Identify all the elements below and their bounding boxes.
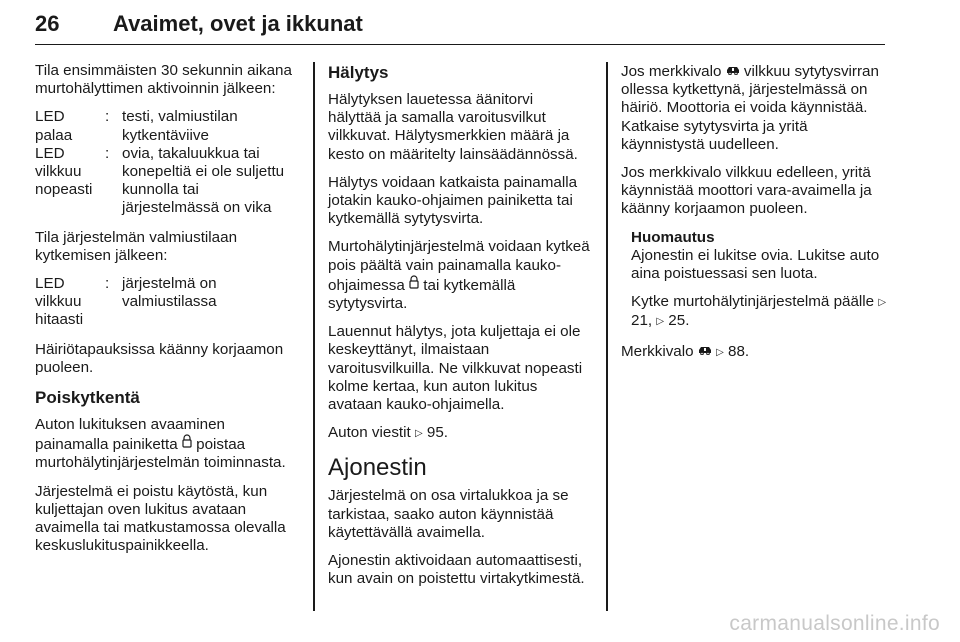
paragraph (35, 416, 297, 473)
paragraph (621, 62, 887, 154)
page-reference-link[interactable]: 21, (631, 312, 653, 330)
column-divider (313, 62, 315, 611)
page-reference-link[interactable]: 95. (426, 424, 449, 442)
column-3 (621, 62, 887, 372)
car-key-icon (698, 342, 712, 360)
page-header (35, 8, 885, 45)
note-heading: Huomautus (631, 228, 715, 246)
paragraph: Häiriötapauksissa käänny korjaamon puoleen. (35, 340, 284, 376)
led-state: LED vilkkuu hitaasti (35, 275, 84, 329)
column-1 (35, 62, 297, 565)
text: poistaa murtohälytinjärjestelmän toiminnasta. (35, 436, 286, 472)
paragraph: Tila järjestelmän valmiustilaan kytkemisen jälkeen: (35, 228, 238, 264)
text: Murtohälytinjärjestelmä voidaan kytkeä pois päältä vain painamalla kauko-ohjaimessa (328, 238, 590, 294)
arrow-right-icon: ▷ (716, 346, 724, 358)
separator: : (105, 275, 110, 293)
table-row (35, 275, 297, 330)
car-key-icon (726, 62, 740, 80)
section-heading-poiskytkenta: Poiskytkentä (35, 388, 140, 408)
page-reference-link[interactable]: 25. (668, 312, 690, 330)
column-2 (328, 62, 590, 598)
led-meaning: järjestelmä on valmiustilassa (122, 275, 217, 311)
page-reference-link[interactable]: 88. (728, 342, 750, 360)
table-row (35, 145, 297, 218)
led-meaning: ovia, takaluukkua tai konepeltiä ei ole suljettu kunnolla tai järjestelmässä on vika (122, 144, 285, 217)
chapter-title: Avaimet, ovet ja ikkunat (113, 11, 363, 36)
lock-icon (409, 275, 419, 294)
text: Merkkivalo (621, 342, 694, 360)
paragraph (328, 238, 590, 313)
text: Auton viestit (328, 424, 411, 442)
paragraph: Järjestelmä ei poistu käytöstä, kun kuljettajan oven lukitus avataan avaimella tai matkustamossa olevalla keskuslukituspainikkeella. (35, 482, 286, 555)
paragraph (621, 342, 887, 362)
paragraph (328, 424, 590, 443)
led-state: LED vilkkuu nopeasti (35, 144, 93, 199)
section-heading-ajonestin: Ajonestin (328, 454, 427, 482)
paragraph: Jos merkkivalo vilkkuu edelleen, yritä käynnistää moottori vara-avaimella ja käänny korjaamon puoleen. (621, 164, 872, 218)
section-heading-halytys: Hälytys (328, 63, 389, 82)
arrow-right-icon: ▷ (656, 316, 665, 328)
paragraph: Ajonestin aktivoidaan automaattisesti, kun avain on poistettu virtakytkimestä. (328, 552, 585, 588)
paragraph (631, 293, 887, 331)
intro-paragraph: Tila ensimmäisten 30 sekunnin aikana murtohälyttimen aktivoinnin jälkeen: (35, 62, 292, 98)
paragraph: Järjestelmä on osa virtalukkoa ja se tarkistaa, saako auton käynnistää käytettävällä avaimella. (328, 487, 569, 541)
text: Jos merkkivalo (621, 63, 722, 80)
text: tai kytkemällä sytytysvirta. (328, 276, 516, 313)
lock-icon (182, 434, 192, 453)
page-number: 26 (35, 11, 60, 36)
paragraph: Hälytyksen lauetessa äänitorvi hälyttää ja samalla varoitusvilkut vilkkuvat. Hälytysmerkkien määrä ja kesto on määritelty lainsäädännössä. (328, 91, 578, 163)
table-row (35, 108, 297, 144)
paragraph: Ajonestin ei lukitse ovia. Lukitse auto aina poistuessasi sen luota. (631, 246, 880, 283)
paragraph: Lauennut hälytys, jota kuljettaja ei ole keskeyttänyt, ilmaistaan varoitusvilkuilla. Ne vilkkuvat nopeasti kolme kertaa, kun auton lukitus avataan kauko-ohjaimella. (328, 323, 583, 414)
led-meaning: testi, valmiustilan kytkentäviive (122, 108, 238, 144)
arrow-right-icon: ▷ (414, 428, 423, 440)
led-status-table-1 (35, 108, 297, 217)
separator: : (105, 108, 110, 126)
column-divider (606, 62, 608, 611)
text: Kytke murtohälytinjärjestelmä päälle (631, 293, 875, 311)
watermark: carmanualsonline.info (729, 612, 940, 635)
text: vilkkuu sytytysvirran ollessa kytkettynä, järjestelmässä on häiriö. Moottoria ei voida käynnistää. Katkaise sytytysvirta ja yritä käynnistystä uudelleen. (621, 63, 879, 153)
text: Auton lukituksen avaaminen painamalla painiketta (35, 416, 225, 454)
arrow-right-icon: ▷ (878, 297, 887, 309)
paragraph: Hälytys voidaan katkaista painamalla jotakin kauko-ohjaimen painiketta tai kytkemällä sytytysvirta. (328, 173, 578, 228)
separator: : (105, 144, 110, 162)
led-state: LED palaa (35, 108, 73, 144)
led-status-table-2 (35, 275, 297, 330)
note-box (631, 229, 887, 332)
